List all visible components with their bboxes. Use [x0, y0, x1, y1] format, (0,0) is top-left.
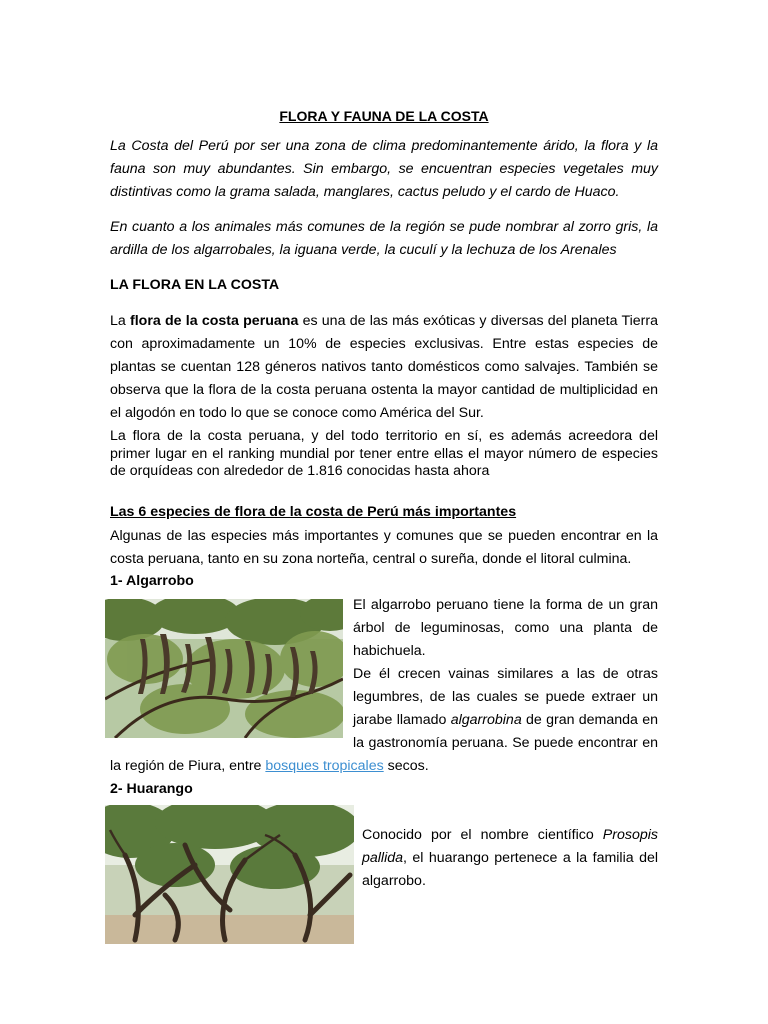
algarrobo-text-2: De él crecen vainas similares a las de otras legumbres, de las cuales se puede extraer un jarabe llamado algarrobina de gran demanda en la gastronomía peruana. Se puede encontrar en: [353, 666, 658, 751]
flora-heading: LA FLORA EN LA COSTA: [110, 277, 280, 293]
bosques-tropicales-link[interactable]: bosques tropicales: [265, 758, 384, 774]
page-title: FLORA Y FAUNA DE LA COSTA: [279, 108, 489, 124]
species-1-heading: 1- Algarrobo: [110, 573, 194, 589]
algarrobo-text-3: la región de Piura, entre bosques tropicales secos.: [110, 758, 429, 774]
algarrobo-text-1: El algarrobo peruano tiene la forma de un gran árbol de leguminosas, como una planta de habichuela.: [353, 597, 658, 659]
huarango-image: [105, 805, 354, 944]
algarrobo-image: [105, 599, 343, 738]
species-heading: Las 6 especies de flora de la costa de Perú más importantes: [110, 504, 517, 520]
intro-paragraph-1: La Costa del Perú por ser una zona de clima predominantemente árido, la flora y la fauna son muy abundantes. Sin embargo, se encuentran especies vegetales muy distintivas como la grama salada, manglares, cactus peludo y el cardo de Huaco.: [110, 138, 658, 200]
algarrobo-photo-illustration: [105, 599, 343, 738]
algarrobina-term: algarrobina: [450, 712, 522, 728]
species-2-heading: 2- Huarango: [110, 781, 193, 797]
flora-bold-phrase: flora de la costa peruana: [130, 313, 299, 329]
algarrobo-description: [353, 594, 658, 755]
prosopis-pallida-term: Prosopis pallida: [362, 827, 658, 866]
huarango-photo-illustration: [105, 805, 354, 944]
huarango-description: Conocido por el nombre científico Prosopis pallida, el huarango pertenece a la familia del algarrobo.: [362, 827, 658, 889]
flora-paragraph-1: La flora de la costa peruana es una de las más exóticas y diversas del planeta Tierra con aproximadamente un 10% de especies exclusivas. Entre estas especies de plantas se cuentan 128 géneros nativos tanto domésticos como salvajes. También se observa que la flora de la costa peruana ostenta la mayor cantidad de multiplicidad en el algodón en todo lo que se conoce como América del Sur.: [110, 313, 658, 421]
intro-paragraph-2: En cuanto a los animales más comunes de la región se pude nombrar al zorro gris, la ardilla de los algarrobales, la iguana verde, la cuculí y la lechuza de los Arenales: [110, 219, 658, 258]
flora-paragraph-2: La flora de la costa peruana, y del todo territorio en sí, es además acreedora del primer lugar en el ranking mundial por tener entre ellas el mayor número de especies de orquídeas con alrededor de 1.816 conocidas hasta ahora: [110, 428, 658, 479]
species-intro: Algunas de las especies más importantes y comunes que se pueden encontrar en la costa peruana, tanto en su zona norteña, central o sureña, donde el litoral culmina.: [110, 528, 658, 567]
